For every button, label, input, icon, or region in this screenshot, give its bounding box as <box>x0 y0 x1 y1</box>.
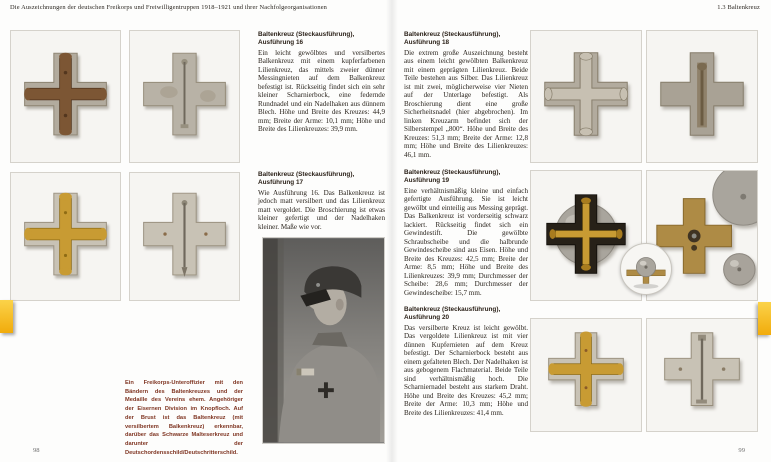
section-body: Das versilberte Kreuz ist leicht gewölbt. Das vergoldete Lilienkreuz ist mit vier dünnen Kupfernieten auf dem Kreuz befestigt. Der Scharnierbock besteht aus einem gefalteten Blech. Der Nadelhaken ist aus gebogenem Flachmaterial. Beide Teile sind verhältnismäßig hoch. Die Scharniernadel besteht aus starkem Draht. Höhe und Breite des Kreuzes: 45,2 mm; Breite der Arme: 10,3 mm; Höhe und Breite des Lilienkreuzes: 41,4 mm. <box>404 323 528 417</box>
page-number-right: 99 <box>738 447 745 454</box>
photo-ausf18-front <box>530 30 642 163</box>
section-ausfuehrung-20 <box>404 306 528 417</box>
section-ausfuehrung-16 <box>258 31 385 134</box>
balkenkreuz-shape <box>24 193 107 276</box>
photo-ausf18-back <box>646 30 758 163</box>
baltenkreuz-front-illustration <box>11 173 120 300</box>
section-body: Wie Ausführung 16. Das Balkenkreuz ist jedoch matt versilbert und das Lilienkreuz matt vergoldet. Die Broschierung ist etwas kleiner gefertigt und der Nadelhaken kleiner. Maße wie vor. <box>258 188 385 231</box>
photo-ausf17-front <box>10 172 121 301</box>
lilienkreuz-shape <box>24 53 107 136</box>
baltenkreuz-front-illustration <box>531 319 641 431</box>
section-ausfuehrung-18 <box>404 31 528 159</box>
balkenkreuz-shape <box>144 193 226 277</box>
baltenkreuz-front-illustration <box>531 31 641 162</box>
section-heading: Baltenkreuz (Steckausführung), Ausführung 17 <box>258 171 355 186</box>
page-gutter <box>386 0 398 462</box>
background-drape <box>263 239 278 443</box>
balkenkreuz-shape <box>665 333 740 406</box>
lilienkreuz-shape <box>24 193 107 276</box>
section-body: Eine verhältnismäßig kleine und einfach gefertigte Ausführung. Sie ist leicht gewölbt und einteilig aus Messing geprägt. Das Balkenkreuz ist vorderseitig schwarz lackiert. Rückseitig findet sich ein Gewindestift. Die gewölbte Schraubscheibe und die halbrunde Gewindescheibe sind aus Eisen. Höhe und Breite des Kreuzes: 42,5 mm; Breite der Arme: 8,5 mm; Höhe und Breite des Lilienkreuzes: 39,9 mm; Durchmesser der Scheibe: 28,6 mm; Durchmesser der Gewindescheibe: 15,7 mm. <box>404 186 528 297</box>
balkenkreuz-black-shape <box>547 195 626 274</box>
photo-ausf16-back <box>129 30 240 163</box>
lilienkreuz-gold-lines <box>549 197 622 270</box>
collar <box>312 332 347 347</box>
balkenkreuz-shape <box>661 53 744 136</box>
running-header-left: Die Auszeichnungen der deutschen Freikorps und Freiwilligentruppen 1918–1921 und ihrer Nachfolgeorganisationen <box>10 4 328 11</box>
lilienkreuz-shape <box>548 331 623 406</box>
lilienkreuz-shape <box>544 52 627 135</box>
section-ausfuehrung-17 <box>258 171 385 231</box>
soldier-portrait-illustration <box>263 238 384 443</box>
running-header-right: 1.3 Baltenkreuz <box>717 4 760 11</box>
balkenkreuz-shape <box>144 53 226 135</box>
balkenkreuz-shape <box>548 331 623 406</box>
section-ausfuehrung-19 <box>404 169 528 297</box>
page-number-left: 98 <box>33 447 40 454</box>
balkenkreuz-shape <box>24 53 107 136</box>
photo-ausf20-front <box>530 318 642 432</box>
photo-ausf17-back <box>129 172 240 301</box>
bookmark-tab-left <box>0 300 13 333</box>
section-heading: Baltenkreuz (Steckausführung), Ausführung 18 <box>404 31 501 46</box>
balkenkreuz-shape <box>544 52 627 135</box>
portrait-photo <box>262 237 385 444</box>
baltenkreuz-back-illustration <box>130 31 239 162</box>
broken-pin-remnant <box>697 63 707 128</box>
portrait-caption: Ein Freikorps-Unteroffizier mit den Bändern des Baltenkreuzes und der Medaille des Vereins ehem. Angehöriger der Eisernen Division im Knopfloch. Auf der Brust ist das Baltenkreuz (mit versilbertem Balkenkreuz) erkennbar, darüber das Schwarze Malteserkreuz und darunter der Deutschordensschild/Deutschritterschild. <box>125 380 243 456</box>
baltenkreuz-back-illustration <box>130 173 239 300</box>
photo-ausf20-back <box>646 318 758 432</box>
baltenkreuz-back-illustration <box>647 319 757 431</box>
screw-disc-small <box>724 254 755 285</box>
baltenkreuz-front-illustration <box>11 31 120 162</box>
section-body: Ein leicht gewölbtes und versilbertes Balkenkreuz mit einem kupferfarbenen Lilienkreuz, das mittels zweier dünner Messingnieten auf dem Balkenkreuz befestigt ist. Rückseitig findet sich ein sehr kleiner Scharnierbock, eine federnde Rundnadel und ein Nadelhaken aus dünnem Blech. Höhe und Breite des Kreuzes: 44,9 mm; Breite der Arme: 10,1 mm; Höhe und Breite des Lilienkreuzes: 39,9 mm. <box>258 48 385 134</box>
screw-disc-large <box>713 171 757 225</box>
section-heading: Baltenkreuz (Steckausführung), Ausführung 20 <box>404 306 501 321</box>
screwback-side-view-illustration <box>621 244 671 294</box>
section-heading: Baltenkreuz (Steckausführung), Ausführung 19 <box>404 169 501 184</box>
photo-ausf19-side-inset <box>620 243 672 295</box>
section-heading: Baltenkreuz (Steckausführung), Ausführung 16 <box>258 31 355 46</box>
bookmark-tab-right <box>758 302 771 335</box>
section-body: Die extrem große Auszeichnung besteht aus einem leicht gewölbten Balkenkreuz mit einem geprägten Lilienkreuz. Beide Teile bestehen aus Silber. Das Lilienkreuz ist mit zwei, möglicherweise vier Nieten auf der Unterlage befestigt. Als Broschierung dient eine große Sicherheitsnadel (hier abgebrochen). Im linken Kreuzarm befindet sich der Silberstempel „800“. Höhe und Breite des Kreuzes: 51,3 mm; Breite der Arme: 12,8 mm; Höhe und Breite des Lilienkreuzes: 46,1 mm. <box>404 48 528 159</box>
photo-ausf16-front <box>10 30 121 163</box>
baltenkreuz-back-illustration <box>647 31 757 162</box>
